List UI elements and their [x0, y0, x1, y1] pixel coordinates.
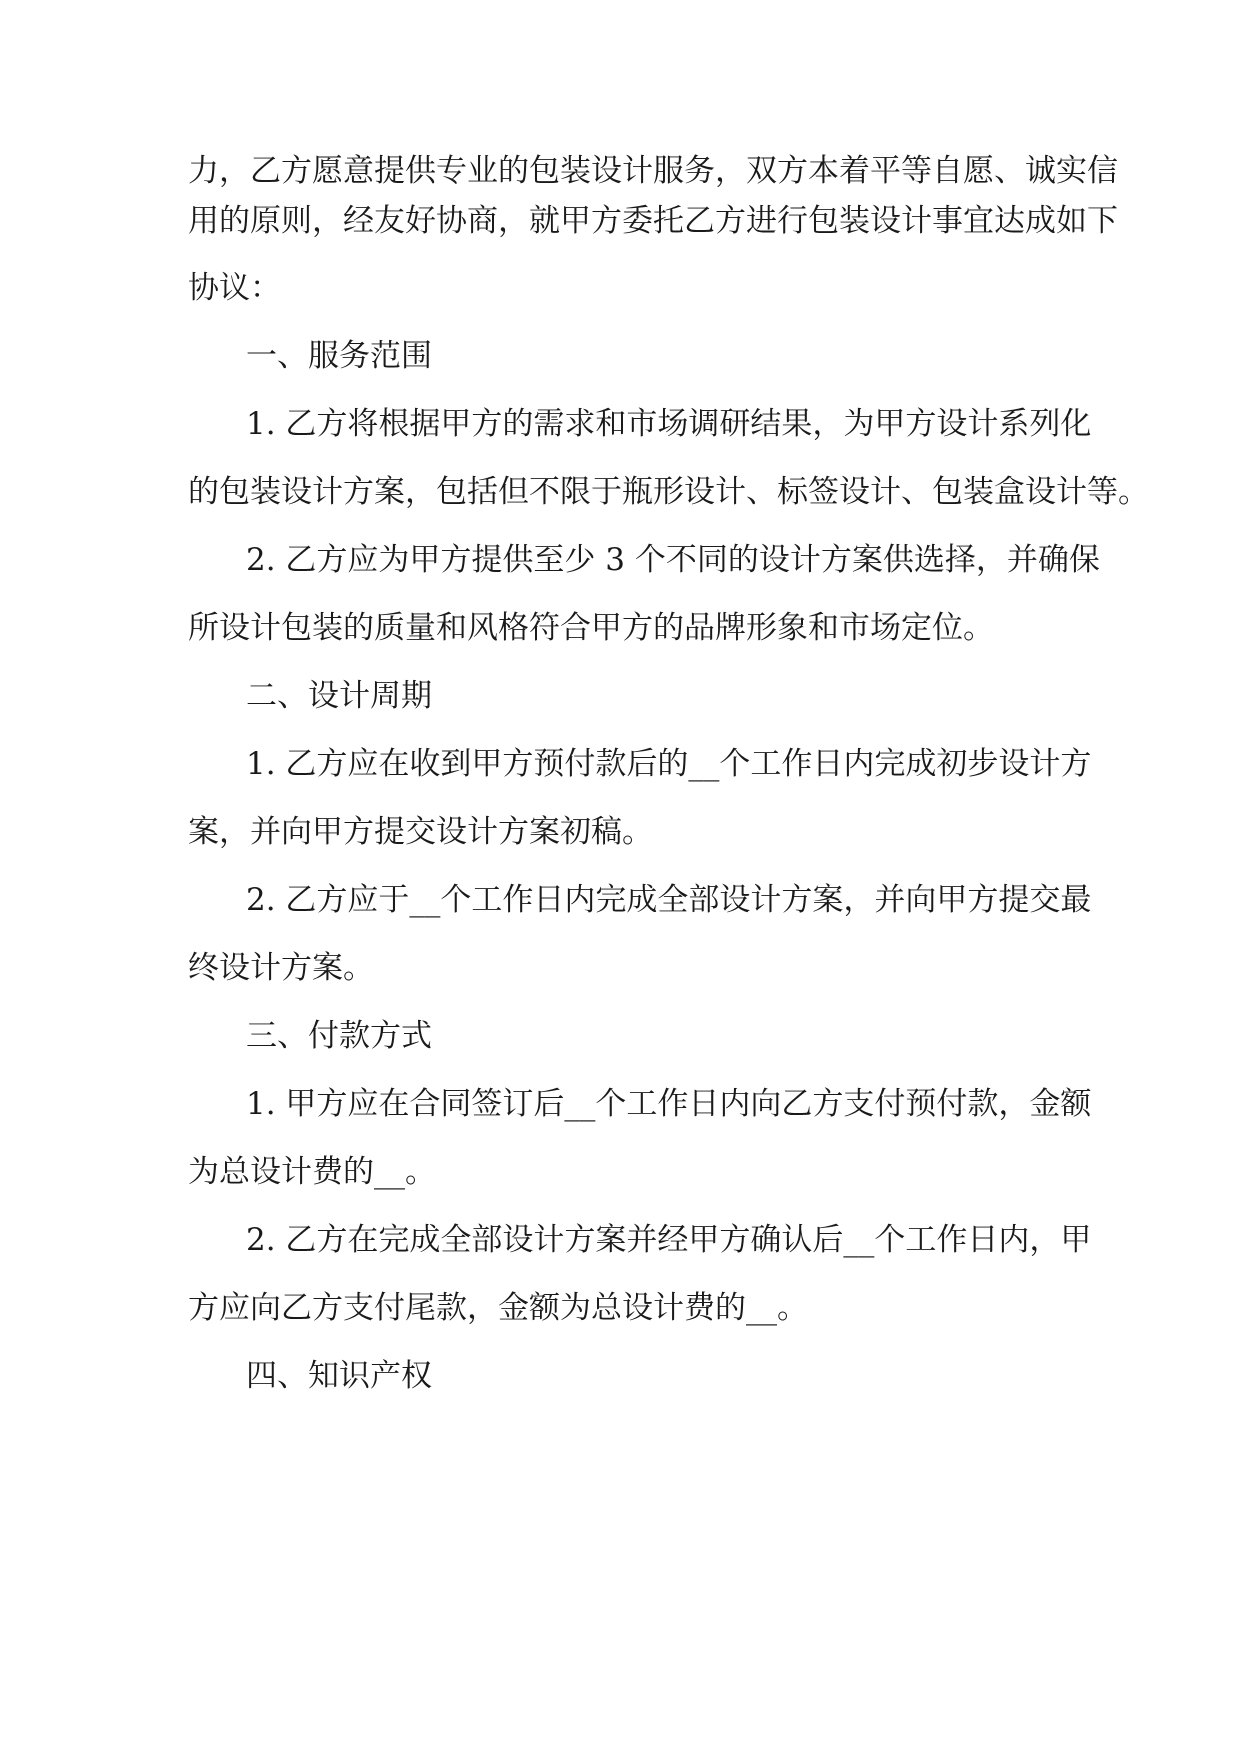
text-line: 的包装设计方案，包括但不限于瓶形设计、标签设计、包装盒设计等。 — [188, 474, 1149, 510]
text-line: 所设计包装的质量和风格符合甲方的品牌形象和市场定位。 — [188, 610, 994, 646]
text-line: 终设计方案。 — [188, 950, 374, 986]
text-line: 用的原则，经友好协商，就甲方委托乙方进行包装设计事宜达成如下 — [188, 203, 1118, 239]
text-line: 2. 乙方在完成全部设计方案并经甲方确认后__个工作日内，甲 — [246, 1222, 1092, 1258]
text-line: 协议： — [188, 270, 281, 306]
text-line: 1. 乙方将根据甲方的需求和市场调研结果，为甲方设计系列化 — [246, 406, 1092, 442]
text-line: 2. 乙方应于__个工作日内完成全部设计方案，并向甲方提交最 — [246, 882, 1092, 918]
text-line: 为总设计费的__。 — [188, 1154, 436, 1190]
section-heading: 三、付款方式 — [246, 1018, 432, 1054]
section-heading: 二、设计周期 — [246, 678, 432, 714]
text-line: 2. 乙方应为甲方提供至少 3 个不同的设计方案供选择，并确保 — [246, 542, 1100, 578]
text-line: 案，并向甲方提交设计方案初稿。 — [188, 814, 653, 850]
section-heading: 四、知识产权 — [246, 1358, 432, 1394]
section-heading: 一、服务范围 — [246, 338, 432, 374]
text-line: 1. 乙方应在收到甲方预付款后的__个工作日内完成初步设计方 — [246, 746, 1092, 782]
text-line: 力，乙方愿意提供专业的包装设计服务，双方本着平等自愿、诚实信 — [188, 153, 1118, 189]
text-line: 方应向乙方支付尾款，金额为总设计费的__。 — [188, 1290, 808, 1326]
text-line: 1. 甲方应在合同签订后__个工作日内向乙方支付预付款，金额 — [246, 1086, 1092, 1122]
